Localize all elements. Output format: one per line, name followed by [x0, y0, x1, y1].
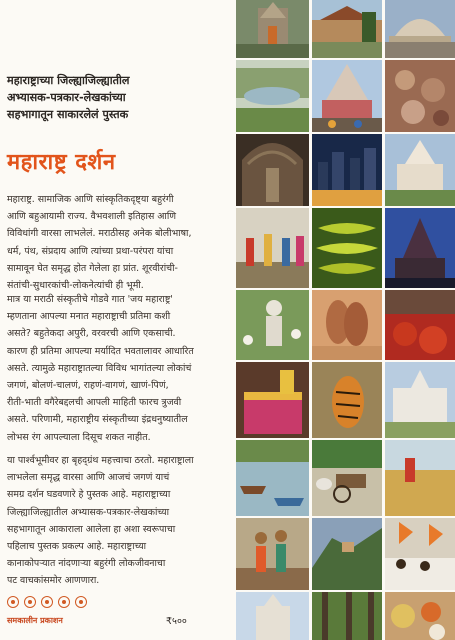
- publisher-name: समकालीन प्रकाशन: [7, 616, 63, 625]
- paragraph-line: असते? बहुतेकदा अपुरी, वरवरची आणि एकसाची.: [7, 328, 176, 340]
- photo-wheat-field: [385, 440, 455, 516]
- paragraph-image: [7, 291, 229, 446]
- photo-temple-sculpture: [236, 0, 309, 58]
- paragraph-line: सहभागातून आकाराला आलेला हा अशा स्वरूपाचा: [7, 523, 176, 535]
- book-title: महाराष्ट्र दर्शन: [7, 150, 116, 175]
- logo-mark-icon: [58, 596, 70, 608]
- price: ₹५००: [166, 616, 187, 627]
- photo-women-water-pots: [236, 518, 309, 590]
- photo-white-temple: [385, 134, 455, 206]
- paragraph-line: असते. परिणामी, महाराष्ट्रीय संस्कृतीच्या इंद्रधनुष्यातील: [7, 414, 188, 426]
- paragraph-line: महाराष्ट्र. सामाजिक आणि सांस्कृतिकदृष्ट्या बहुरंगी: [7, 194, 174, 205]
- photo-church: [236, 592, 309, 640]
- photo-boats: [236, 440, 309, 516]
- photo-wrestlers: [312, 290, 382, 360]
- paragraph-line: कानाकोपऱ्यात नांदणाऱ्या बहुरंगी लोकजीवनाचा: [7, 558, 166, 570]
- paragraph-line: विविधांगी वारसा लाभलेलं. मराठीसह अनेक बोलीभाषा,: [7, 228, 192, 240]
- paragraph-line: लाभलेला समृद्ध वारसा आणि आजचं जगणं याचं: [7, 472, 170, 484]
- photo-farmer-cotton: [236, 290, 309, 360]
- logo-mark-icon: [41, 596, 53, 608]
- photo-village-street: [312, 0, 382, 58]
- paragraph-line: जगणं, बोलणं-चालणं, राहणं-वागणं, खाणं-पिणं,: [7, 380, 169, 392]
- photo-carved-panel: [385, 60, 455, 132]
- tagline-line: महाराष्ट्राच्या जिल्ह्याजिल्ह्यातील: [7, 74, 130, 87]
- paragraph-line: धर्म, पंथ, संप्रदाय आणि त्यांच्या प्रथा-परंपरा यांचा: [7, 245, 174, 257]
- paragraph-line: समग्र दर्शन घडवणारे हे पुस्तक आहे. महाराष्ट्राच्या: [7, 489, 171, 501]
- tagline-line: अभ्यासक-पत्रकार-लेखकांच्या: [7, 91, 126, 104]
- tagline: [7, 72, 229, 123]
- paragraph-line: असते. त्यामुळे महाराष्ट्रातल्या विविध भागांतल्या लोकांचं: [7, 362, 192, 374]
- photo-wari-procession: [385, 518, 455, 590]
- paragraph-line: कारण ही प्रतिमा आपल्या मर्यादित भवतालावर आधारित: [7, 345, 194, 357]
- paragraph-line: लोभस रंग आपल्याला दिसूच शकत नाहीत.: [7, 431, 151, 443]
- paragraph-line: आणि बहुआयामी राज्य. वैभवशाली इतिहास आणि: [7, 211, 177, 223]
- photo-city-night: [312, 134, 382, 206]
- paragraph-line: या पार्श्वभूमीवर हा बृहद्ग्रंथ महत्त्वाचा ठरतो. महाराष्ट्राला: [7, 455, 194, 466]
- photo-tiger: [312, 362, 382, 438]
- photo-temple-festival: [312, 60, 382, 132]
- paragraph-book: [7, 452, 229, 590]
- photo-hill-fort: [312, 518, 382, 590]
- logo-mark-icon: [24, 596, 36, 608]
- photo-cave-interior: [236, 134, 309, 206]
- paragraph-line: पट वाचकांसमोर आणणारा.: [7, 575, 100, 587]
- paragraph-line: सामावून घेत समृद्ध होत गेलेला हा प्रांत. शूरवीरांची-: [7, 262, 178, 274]
- photo-paithani-weaving: [236, 362, 309, 438]
- paragraph-line: पहिलाच पुस्तक प्रकल्प आहे. महाराष्ट्राच्या: [7, 541, 147, 553]
- photo-folk-dancers: [236, 208, 309, 288]
- photo-stupa: [385, 0, 455, 58]
- photo-bullock-cart: [312, 440, 382, 516]
- photo-temple-dusk: [385, 208, 455, 288]
- paragraph-line: जिल्ह्याजिल्ह्यातील अभ्यासक-पत्रकार-लेखकांच्या: [7, 506, 169, 518]
- tagline-line: सहभागातून साकारलेलं पुस्तक: [7, 108, 129, 121]
- publisher-logo-marks: [7, 596, 87, 608]
- photo-palace: [385, 362, 455, 438]
- paragraph-line: संतांची-सुधारकांची-लोकनेत्यांची ही भूमी.: [7, 280, 144, 292]
- paragraph-line: म्हणताना आपल्या मनात महाराष्ट्राची प्रतिमा कशी: [7, 311, 171, 323]
- photo-forest: [312, 592, 382, 640]
- photo-lake-hills: [236, 60, 309, 132]
- photo-food-thali: [385, 592, 455, 640]
- logo-mark-icon: [75, 596, 87, 608]
- paragraph-line: मात्र या मराठी संस्कृतीचे गोडवे गात 'जय महाराष्ट्र': [7, 294, 173, 305]
- logo-mark-icon: [7, 596, 19, 608]
- photo-red-chillies: [385, 290, 455, 360]
- paragraph-line: रीती-भाती वगैरेबद्दलची आपली माहिती फारच त्रुजवी: [7, 397, 182, 409]
- paragraph-intro: [7, 191, 229, 294]
- photo-bananas: [312, 208, 382, 288]
- photo-collage: [236, 0, 455, 640]
